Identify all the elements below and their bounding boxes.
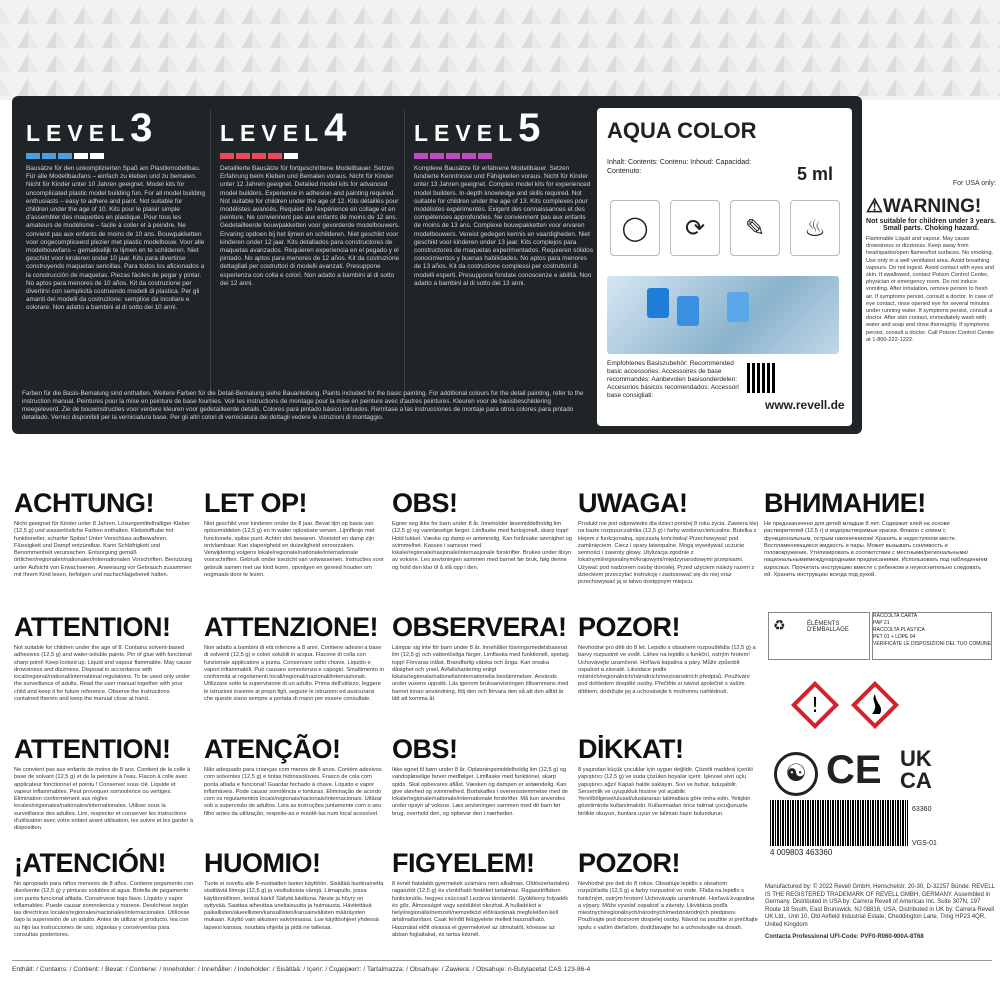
warning-cs: POZOR! Nevhodné pro děti do 8 let. Lepidlo s obsahem rozpouštědla (12,5 g) a barvy rozpustné ve vodě. Láhev na lepidlo s funkční, ostrým hrotem! Uchovávejte uzamčené. Hořlavá kapalina a páry. Může způsobit ospalost a závratě. Likvidace podle místních/regionálních/národních/mezinárodních předpisů. Používání pod dohledem dospělé osoby. Přečtěte si návod společně s vaším dítětem, dodržujte jej a uchovávejte k možnému nahlédnutí. (578, 612, 756, 695)
warning-da: OBS! Ikke egnet til børn under 8 år. Opløsningsmiddelholdig lim (12,5 g) og vandopløselige farver medfølger. Limflaske med funktionel, skarp spids. Skal opbevares aflåst. Væsken og dampen er antændelig. Kan give sløvhed og svimmelhed. Bortskaffes i overensstemmelse med de lokale/regionale/nationale/internationale forskrifter. Må kun anvendes under opsyn af voksne. Læs anvisningen sammen med dit barn før brug, overhold den, og opbevar den i nærheden. (392, 734, 568, 817)
warning-de: ACHTUNG! Nicht geeignet für Kinder unter 8 Jahren. Lösungsmittelhaltiger Kleber (12,5 g) und wasserlösliche Farben enthalten. Klebstofftube mit funktioneller, scharfer Spitze! Unter Verschluss aufbewahren. Flüssigkeit und Dampf entzündbar. Kann Schläfrigkeit und Benommenheit verursachen. Entsorgung gemäß örtlichen/regionalen/nationalen/internationalen Vorschriften. Benutzung unter Aufsicht von Erwachsenen. Anweisung vor Gebrauch zusammen mit Ihrem Kind lesen, befolgen und nachschlagebereit halten. (14, 488, 193, 579)
usage-icons (605, 188, 845, 268)
level-4-block (220, 106, 400, 288)
warning-no: OBS! Egner seg ikke for barn under 8 år. Inneholder løsemiddelholdig lim (12,5 g) og vannløselige farger. Limflaske med funksjonell, skarp topp! Hold lukket. Væske og damp er antennelig. Kan forårsake søvnighet og svimmelhet. Kasses i samsvar med lokale/regionale/nasjonale/internasjonale forskrifter. Brukes under tilsyn av voksne. Les anvisningen sammen med barnet før bruk, følg denne og hold den klar til å slå opp i den. (392, 488, 572, 571)
warning-pl: UWAGA! Produkt nie jest odpowiedni dla dzieci poniżej 8 roku życia. Zawiera klej na bazie rozpuszczalnika (12,5 g) i farby wodorozcieńczalne. Butelka z klejem z funkcjonalną, spiczastą końcówką! Przechowywać pod zamknięciem. Ciecz i opary łatwopalne. Mogą wywoływać uczucie senności i zawroty głowy. Utylizacja zgodnie z lokalnymi/regionalnymi/krajowymi/międzynarodowymi przepisami. Używać pod nadzorem osoby dorosłej. Przed użyciem należy razem z dzieckiem przeczytać instrukcję i zastosować się do niej oraz przechowywać ją w łatwo dostępnym miejscu. (578, 488, 758, 586)
ufi-code: Contacta Professional UFI-Code: PVF0-R060-900A-8T68 (765, 933, 924, 940)
warning-title: ⚠WARNING! (866, 196, 982, 217)
patterned-background (0, 0, 1000, 100)
green-dot-icon: ☯ (774, 752, 818, 796)
contents-label: Inhalt: Contents: Contenu: Inhoud: Capacidad: Contenuto: (607, 159, 751, 175)
aqua-color-title: AQUA COLOR (607, 118, 757, 143)
stir-icon: ⟳ (670, 200, 720, 256)
manufacturer-info: Manufactured by: © 2022 Revell GmbH, Henschelstr. 20-30, D-32257 Bünde. REVELL IS THE REGISTERED TRADEMARK OF REVELL GMBH, GERMANY. Assembled in Germany. Distributed in USA by: Carrera Revell of Americas Inc. Suite 307N, 197 Route 18 South, East Brunswick, NJ 08816, USA. Distributed in UK by: Carrera Revell UK Ltd., Unit 10, Old Airfield Industrial Estate, Cheddington Lane, Tring HP23 4QR, United Kingdom Contacta Professional UFI-Code: PVF0-R060-900A-8T68 (765, 884, 995, 940)
warning-en: ATTENTION! Not suitable for children under the age of 8. Contains solvent-based adhesives (12,5 g) and water-soluble paints. Pin of glue with functional sharp point! Keep locked up. Liquid and vapour flammable. May cause drowsiness and dizziness. Disposal in accordance with local/regional/national/international regulations. To be used only under the surveillance of adults. Read the user manual together with your child and keep it for future reference. Observe the instructions contained therein and keep the manual close at hand. (14, 612, 192, 703)
footer-divider (12, 960, 992, 961)
warning-ru: ВНИМАНИЕ! Не предназначено для детей младше 8 лет. Содержит клей на основе растворителей (12,5 г) и водорастворимые краски. Флакон с клеем с функциональным, острым наконечником! Хранить в недоступном месте. Воспламеняющиеся жидкость и пары. Может вызывать сонливость и головокружение. Утилизировать в соответствии с местными/региональными/национальными/международными предписаниями. Использовать под наблюдением взрослых. Прочитать инструкцию вместе с ребенком и неукоснительно следовать ей. Хранить инструкцию всегда под рукой. (764, 488, 988, 579)
level-3-number: 3 (130, 106, 153, 150)
level-5-title: LEVEL (414, 120, 519, 146)
barcode-side-code: 63360 (912, 806, 932, 813)
usa-only-label: For USA only: (952, 180, 996, 187)
level-4-title: LEVEL (220, 120, 325, 146)
website-link[interactable]: www.revell.de (765, 398, 845, 412)
level-4-number: 4 (324, 106, 347, 150)
contains-footer: Enthält: / Contains: / Contient: / Bevat: / Contiene: / Inneholder: / Innehåller: / Indeholder: / Sisältää: / Içerir: / Содержит: / Tartalmazza: / Obsahuje: / Zawiera: / Obsahuje: n-Butylacetat CAS 123-86-4 (12, 966, 591, 973)
warning-tr: DİKKAT! 8 yaşından küçük çocuklar için uygun değildir. Çözelti maddesi içerikli yapıştırıcı (12,5 g) ve suda çözülen boyalar içerir. İşlevsel sivri uçlu yapıştırıcı ağzı! Kapalı halde saklayın. Sıvı ve buhar, tutuşabilir. Sersemlik ve uyuşukluk hissine yol açabilir. Yerel/bölgesel/ulusal/uluslararası talimatlara göre imha edin. Yetişkin gözetiminde kullanılmalıdır. Kullanmadan önce talimat çocuğunuzla birlikte okuyun, bunlara uyun ve talimatı hazır bulundurun. (578, 734, 753, 817)
svg-text:!: ! (810, 693, 820, 717)
warning-fi: HUOMIO! Tuote ei sovellu alle 8-vuotiaiden lasten käyttöön. Sisältää liuotinainetta sisältäviä liimoja (12,5 g) ja vesiliukoisia värejä. Liimapullo, jossa käytännöllinen, terävä kärki! Säilytä lukittuna. Neste ja höyry on syttyvää. Saattaa aiheuttaa uneliaisuutta ja huimausta. Hävitettävä paikallisten/alueellisten/kansallisten/kansainvälisten määräysten mukaan. Käyttö vain aikuisen valvonnassa. Lue käyttöohjeet yhdessä lapsesi kanssa, noudata ohjeita ja pidä ne tallessa. (204, 848, 384, 931)
level-4-bars (220, 153, 400, 159)
accessories-photo (607, 276, 839, 354)
qr-code[interactable] (747, 363, 777, 393)
italian-recycling-table: RACCOLTA CARTA PAP 21 RACCOLTA PLASTICA PET 01 + LDPE 04 VERIFICATE LE DISPOSIZIONI DEL TUO COMUNE (872, 612, 992, 660)
aqua-color-card (597, 108, 852, 426)
level-info-panel (12, 96, 862, 434)
level-3-text: Bausätze für den unkomplizierten Spaß am Plastikmodellbau. Für alle Modellbaufans – einfach zu kleben und zu bemalen. Nicht für Kinder unter 10 Jahren geeignet. Model kits for uncomplicated plastic model building fun. For all model building enthusiasts – easy to adhere and paint. Not suitable for children under the age of 10. Kits pour le plaisir simple d'assembler des maquettes en plastique. Pour tous les amateurs de modélisme – facile à coller et à peindre. Ne convient pas aux enfants de moins de 10 ans. Bouwpakketten voor ongecompliceerd plezier met plastic modelbouw. Voor alle modelbouwfans – gemakkelijk te lijmen en te schilderen. Niet geschikt voor kinderen onder 10 jaar. Kits para divertirse construyendo maquetas sencillas. Para todos los aficionados a la construcción de maquetas. Piezas fáciles de pegar y pintar. No aptos para menores de 10 años. Kit da costruzione per divertirsi con semplicità costruendo modelli di plastica. Per gli amanti dei modelli da costruzione: semplice da incollare e colorare. Non adatto a bambini al di sotto dei 10 anni. (26, 165, 206, 312)
recycle-icon: ♻ (773, 617, 786, 633)
divider (210, 110, 211, 410)
ukca-mark: UK CA (900, 746, 932, 793)
level-3-bars (26, 153, 206, 159)
barcode-number: 4 009803 463360 (770, 848, 833, 857)
brush-icon: ✎ (730, 200, 780, 256)
warning-triangle-icon: ⚠ (866, 196, 884, 217)
level-5-block (414, 106, 594, 288)
level-5-bars (414, 153, 594, 159)
volume-value: 5 ml (797, 164, 834, 184)
level-5-number: 5 (518, 106, 541, 150)
health-hazard-icon (790, 680, 840, 730)
recommended-accessories: Empfohlenes Basiszubehör: Recommended basic accessories: Accessoires de base recommandés: Aanbevolen basisonderdelen: Accesorios básicos recomendados: Accessori base consigliati: (607, 360, 739, 399)
level-3-block (26, 106, 206, 313)
warning-fr: ATTENTION! Ne convient pas aux enfants de moins de 8 ans. Contient de la colle à base de solvant (12,5 g) et de la peinture à l'eau. Flacon à colle avec applicateur fonctionnel et pointu ! Conserver sous clé. Liquide et vapeur inflammables. Peut provoquer somnolence ou vertiges. Élimination conformément aux règles locales/régionales/nationales/internationales. Utiliser sous la surveillance des adultes. Lire, respecter et conserver les instructions d'utilisation avec votre enfant avant utilisation, les suivre et les garder à disposition. (14, 734, 194, 832)
paint-tin-icon (727, 292, 749, 322)
level-5-text: Komplexe Bausätze für erfahrene Modellbauer. Setzen fundierte Kenntnisse und Fähigkeiten voraus. Nicht für Kinder unter 13 Jahren geeignet. Complex model kits for experienced model builders. In-depth knowledge and skills required. Not suitable for children under the age of 13. Kits complexes pour modélistes expérimentés. Exigent des connaissances et des compétences approfondies. Ne conviennent pas aux enfants de moins de 13 ans. Complexe bouwpakketten voor ervaren modelbouwers. Vereist gedegen kennis en vaardigheden. Niet geschikt voor kinderen onder 13 jaar. Kits complejos para constructores de maquetas experimentados. Requieren sólidos conocimientos y buenas habilidades. No aptos para menores de 13 años. Kit da costruzione complessi per costruttori di modelli esperti. Presuppone fondate conoscenze e abilità. Non adatto a bambini al di sotto dei 13 anni. (414, 165, 594, 287)
warning-body: Flammable Liquid and vapour. May cause drowsiness or dizziness. Keep away from heat/sparks/open flames/hot surfaces. No smoking. Use only in a well ventilated area. Avoid breathing vapours. Do not ingest. Avoid contact with eyes and skin. If swallowed, contact Poison Control Center, physician or emergency room. Do not induce vomiting. After inhalation, remove person to fresh air. If symptoms persist, consult a doctor. In case of eye contact, rinse opened eye for several minutes under running water. If symptoms persist, consult a doctor. After skin contact, immediately wash with water and soap and rinse thoroughly. If symptoms persist, consult a doctor. Call Poison Control Center at 1-800-222-1222. (866, 236, 995, 343)
level-3-title: LEVEL (26, 120, 131, 146)
warning-nl: LET OP! Niet geschikt voor kinderen onder de 8 jaar. Bevat lijm op basis van oplosmiddelen (12,5 g) en in water oplosbare verven. Lijmflesje met functionele, spitse punt. Achter slot bewaren. Vloeistof en damp zijn ontvlambaar. Kan slaperigheid en duizeligheid veroorzaken. Verwijdering volgens lokale/regionale/nationale/internationale voorschriften. Gebruik onder toezicht van volwassenen. Instructies voor gebruik samen met uw kind lezen, opvolgen en gereed houden om nogmaals door te lezen. (204, 488, 384, 579)
vgs-code: VGS-01 (912, 840, 937, 847)
warning-it: ATTENZIONE! Non adatto a bambini di età inferiore a 8 anni. Contiene adesivi a base di solventi (12,5 g) e colori solubili in acqua. Flacone di colla con funzionale applicatore a punta. Conservare sotto chiave. Liquido e vapori infiammabili. Può causare sonnolenza e capogiri. Smaltimento in conformità ai regolamenti locali/regionali/nazionali/internazionali. Utilizzare sotto la supervisione di un adulto. Prima dell'utilizzo, leggere le istruzioni insieme ai propri figli, seguire le istruzioni ed assicurarsi che queste siano sempre a portata di mano per essere consultate. (204, 612, 384, 703)
divider (404, 110, 405, 410)
water-tap-icon: ♨ (790, 200, 840, 256)
flammable-icon (850, 680, 900, 730)
paint-tin-icon (647, 288, 669, 318)
warning-hu: FIGYELEM! 8 évnél fiatalabb gyermekek számára nem alkalmas. Oldószertartalmú ragasztót (12,5 g) és vízoldható festéket tartalmaz. Ragasztóflakon funkcionális, hegyes csúccsal! Lezárva tárolandó. Gyúlékony folyadék és gőz. Álmosságot vagy szédülést okozhat. A hulladékot a helyi/regionális/nemzeti/nemzetközi előírásoknak megfelelően kell ártalmatlanítani. Csak felnőtt felügyelete mellett használható. Használat előtt olvassa el gyermekével az útmutatót, kövesse az abban foglaltakat, és tartsa kéznél. (392, 848, 570, 939)
paints-note: Farben für die Basis-Bemalung sind enthalten. Weitere Farben für die Detail-Bemalung siehe Bauanleitung. Paints included for the basic painting. For additional colours for the detail painting, refer to the instruction manual. Peintures pour la mise en peinture de base fournies. Voir les instructions de montage pour la mise en peinture avec d'autres peintures. Kleuren voor de basisbeschildering meegeleverd. Zie de bouwinstructies voor verdere kleuren voor gedetailleerde details. Colores para pintado básico incluidos. Remítase a las instrucciones de montaje para otros colores para pintado detallado. Vernici disponibili per la verniciatura base. Per gli altri colori di verniciatura dei dettagli vedere le istruzioni di montaggio. (22, 390, 584, 421)
warning-subtitle: Not suitable for children under 3 years. Small parts. Choking hazard. (866, 218, 996, 232)
warning-sk: POZOR! Nevhodné pre deti do 8 rokov. Obsahuje lepidlo s obsahom rozpúšťadla (12,5 g) a farby rozpustné vo vode. Fľaša na lepidlo s funkčným, ostrým hrotom! Uchovávajte uzamknuté. Horľavá kvapalina a výpary. Môže vyvolať ospalosť a závraty. Likvidácia podľa miestnych/regionálnych/národných/medzinárodných predpisov. Používajte pod dozorom dospelej osoby. Návod na použitie si prečítajte spolu s vaším dieťaťom, dodržiavajte ho a uchovávajte na dosah. (578, 848, 758, 931)
barcode (770, 800, 908, 846)
paint-pot-icon: ◯ (610, 200, 660, 256)
level-4-text: Detaillierte Bausätze für fortgeschrittene Modellbauer. Setzen Erfahrung beim Kleben und Bemalen voraus. Nicht für Kinder unter 12 Jahren geeignet. Detailed model kits for advanced model builders. Experience in adhesion and painting required. Not suitable for children under the age of 12. Kits détaillés pour modélistes avancés. Requiert de l'expérience en collage et en peinture. Ne conviennent pas aux enfants de moins de 12 ans. Gedetailleerde bouwpakketten voor gevorderde modelbouwers. Ervaring opdoen bij het lijmen en schilderen. Niet geschikt voor kinderen onder 12 jaar. Kits detallados para constructores de maquetas avanzados. Requieren experiencia en el pegado y el pintado. No aptos para menores de 12 años. Kit da costruzione dettagliati per costruttori di modelli avanzati. Presuppone esperienza con colla e colori. Non adatto a bambini al di sotto dei 12 anni. (220, 165, 400, 287)
fr-packaging-label: ÉLÉMENTS D'EMBALLAGE (807, 621, 849, 633)
warning-sv: OBSERVERA! Lämpar sig inte för barn under 8 år. Innehåller lösningsmedelsbaserat lim (12,5 g) och vattenlösliga färger. Limflaska med funktionell, spetsig topp! Förvaras inlåst. Brandfarlig vätska och ånga. Kan orsaka dåsighet och yrsel. Avfallshantering enligt lokala/regionala/nationella/internationella bestämmelser. Används under vuxens uppsikt. Läs igenom bruksanvisningen tillsammans med barnet innan användning, följ den och förvara den så att den alltid är lätt att komma åt. (392, 612, 569, 703)
warning-pt: ATENÇÃO! Não adequado para crianças com menos de 8 anos. Contém adesivos com solventes (12,5 g) e tintas hidrossolúveis. Frasco de cola com ponta afiada e funcional! Guardar fechado à chave. Líquido e vapor inflamáveis. Pode causar sonolência e tonturas. Eliminação de acordo com os regulamentos locais/regionais/nacionais/internacionais. Utilizar sob a supervisão de adultos. Leia as instruções juntamente com o seu filho antes da utilização, respeite-as e mantê-las num local acessível. (204, 734, 382, 817)
triman-recycling-label (768, 612, 870, 660)
warning-es: ¡ATENCIÓN! No apropiado para niños menores de 8 años. Contiene pegamento con disolvente (12,5 g) y pinturas solubles al agua. Botella de pegamento con punta funcional afilada. Consérvese bajo llave. Líquido y vapor inflamables. Puede causar somnolencia y mareos. Deséchese según las directrices locales/regionales/nacionales/internacionales. Utilícese bajo la supervisión de un adulto. Antes de utilizar el producto, lea con su hijo las instrucciones de uso, síganlas y consérvenlas para consultas posteriores. (14, 848, 194, 939)
ce-mark: CE (826, 748, 882, 792)
paint-tin-icon (677, 296, 699, 326)
usa-warning (866, 180, 996, 344)
